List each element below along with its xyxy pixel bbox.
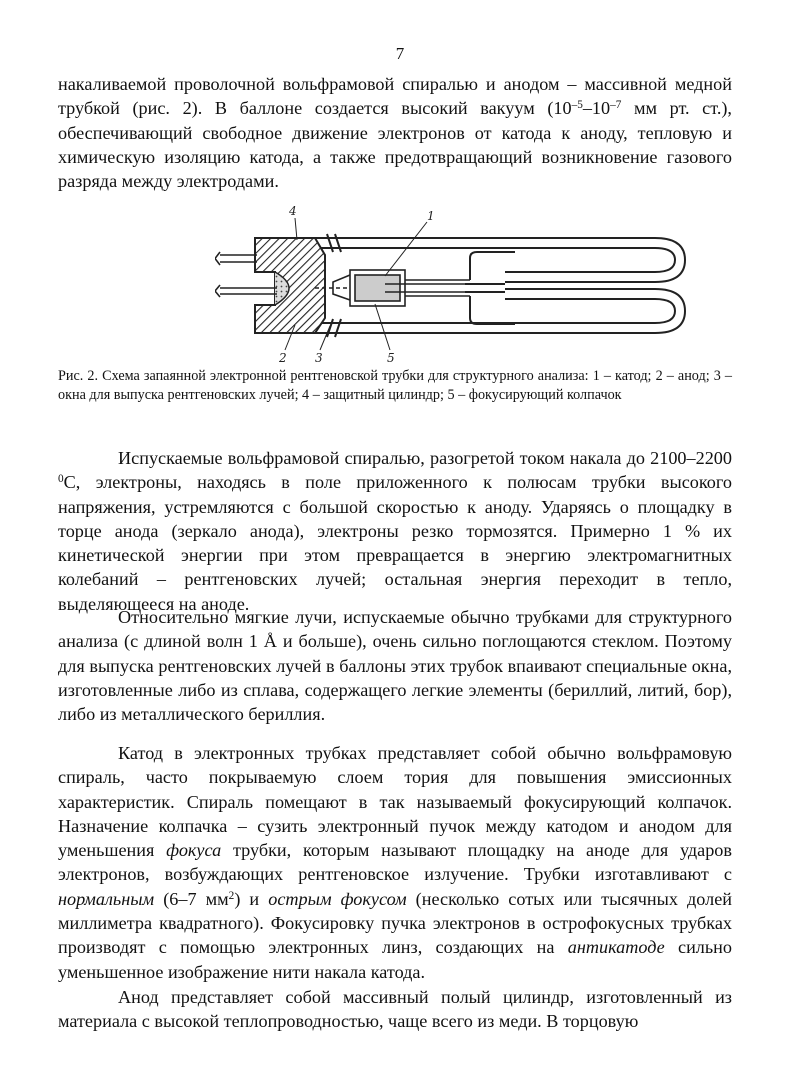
page-number: 7 bbox=[395, 44, 405, 63]
italic-term: антикатоде bbox=[567, 937, 665, 958]
text-run: –10 bbox=[582, 98, 611, 119]
paragraph-1 bbox=[58, 446, 732, 616]
text-run: (несколько сотых или тысячных долей миллиметра квадратного). Фокусировку пучка электронов в острофокусных трубках производят с помощью электронных линз, создающих на bbox=[58, 888, 732, 958]
text-run: накаливаемой проволочной вольфрамовой спиралью и анодом – массивной медной трубкой (рис. 2). В баллоне создается высокий вакуум (10 bbox=[58, 74, 732, 119]
superscript: 0 bbox=[58, 473, 64, 486]
italic-term: острым фокусом bbox=[268, 888, 407, 909]
text-run: С, электроны, находясь в поле приложенного к полюсам трубки высокого напряжения, устремляются с большой скоростью к аноду. Ударяясь о площадку в торце анода (зеркало анода), электроны резко тормозятся. Примерно 1 % их кинетической энергии при этом превращается в энергию электромагнитных колебаний – рентгеновских лучей; остальная энергия переходит в тепло, выделяющееся на аноде. bbox=[58, 472, 732, 614]
label-5: 5 bbox=[387, 351, 395, 365]
label-1: 1 bbox=[427, 209, 435, 223]
text-run: Испускаемые вольфрамовой спиралью, разогретой током накала до 2100–2200 bbox=[118, 448, 732, 468]
italic-term: нормальным bbox=[58, 888, 155, 909]
cathode-assembly bbox=[315, 270, 470, 306]
text-run: ) и bbox=[234, 888, 269, 909]
text-run: Катод в электронных трубках представляет собой обычно вольфрамовую спираль, часто покрываемую слоем тория для повышения эмиссионных характеристик. Спираль помещают в так называемый фокусирующий колпачок. Назначение колпачка – сузить электронный пучок между катодом и анодом для уменьшения bbox=[58, 743, 732, 861]
superscript: 2 bbox=[228, 889, 235, 902]
text-run: трубки, которым называют площадку на аноде для ударов электронов, возбуждающих рентгеновское излучение. Трубки изготавливают с bbox=[58, 840, 732, 885]
terminal-leads bbox=[465, 238, 685, 333]
label-4: 4 bbox=[289, 204, 297, 218]
anode-block bbox=[255, 238, 325, 333]
text-run: (6–7 мм bbox=[154, 888, 229, 909]
xray-tube-diagram bbox=[215, 200, 730, 365]
text-run: сильно уменьшенное изображение нити накала катода. bbox=[58, 937, 732, 982]
superscript: –7 bbox=[610, 99, 622, 112]
label-3: 3 bbox=[315, 351, 323, 365]
superscript: –5 bbox=[571, 99, 583, 112]
paragraph-2: Относительно мягкие лучи, испускаемые обычно трубками для структурного анализа (с длиной волн 1 Å и больше), очень сильно поглощаются стеклом. Поэтому для выпуска рентгеновских лучей в баллоны этих трубок впаивают специальные окна, изготовленные либо из сплава, содержащего легкие элементы (бериллий, литий, бор), либо из металлического бериллия. bbox=[58, 607, 732, 725]
figure-caption: Рис. 2. Схема запаянной электронной рентгеновской трубки для структурного анализа: 1 – катод; 2 – анод; 3 – окна для выпуска рентгеновских лучей; 4 – защитный цилиндр; 5 – фокусирующий колпачок bbox=[58, 368, 732, 403]
label-2: 2 bbox=[279, 351, 287, 365]
paragraph-4: Анод представляет собой массивный полый цилиндр, изготовленный из материала с высокой теплопроводностью, чаще всего из меди. В торцовую bbox=[58, 987, 732, 1032]
windows bbox=[327, 234, 341, 337]
italic-term: фокуса bbox=[166, 840, 222, 861]
text-run: мм рт. ст.), обеспечивающий свободное движение электронов от катода к аноду, тепловую и химическую изоляцию катода, а также предотвращающий возникновение газового разряда между электродами. bbox=[58, 98, 732, 192]
paragraph-3 bbox=[58, 741, 732, 984]
intro-paragraph bbox=[58, 72, 732, 193]
